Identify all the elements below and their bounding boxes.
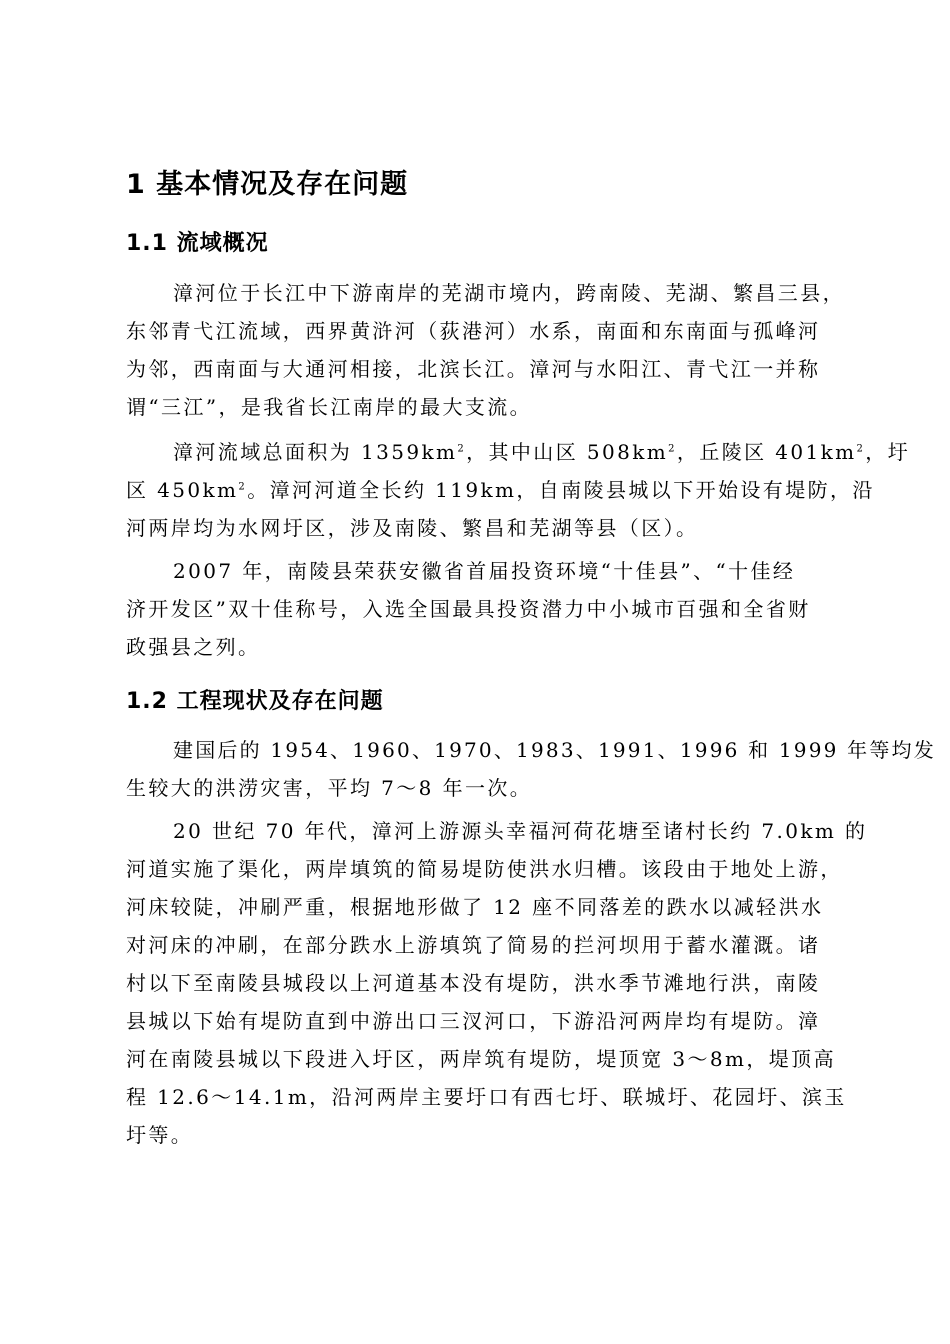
text-polder-area: 区 450km (126, 478, 239, 502)
text-mountain-area: ，其中山区 508km (466, 440, 669, 464)
paragraph-line: 为邻，西南面与大通河相接，北滨长江。漳河与水阳江、青弋江一并称 (126, 357, 821, 381)
paragraph-line: 政强县之列。 (126, 635, 261, 659)
text-polder-label: ，圩 (865, 440, 911, 464)
paragraph-line-area (173, 438, 910, 466)
superscript: 2 (457, 443, 467, 455)
text-total-area: 漳河流域总面积为 1359km (173, 440, 458, 464)
paragraph-line: 圩等。 (126, 1123, 194, 1147)
paragraph-line: 建国后的 1954、1960、1970、1983、1991、1996 和 1999 年等均发 (173, 738, 936, 762)
section-1-1-heading: 1.1 流域概况 (126, 231, 269, 256)
paragraph-line: 河在南陵县城以下段进入圩区，两岸筑有堤防，堤顶宽 3～8m，堤顶高 (126, 1047, 836, 1071)
paragraph-line: 生较大的洪涝灾害，平均 7～8 年一次。 (126, 776, 533, 800)
text-hill-area: ，丘陵区 401km (676, 440, 857, 464)
paragraph-line: 20 世纪 70 年代，漳河上游源头幸福河荷花塘至诸村长约 7.0km 的 (173, 819, 868, 843)
text-river-length: 。漳河河道全长约 119km，自南陵县城以下开始设有堤防，沿 (247, 478, 875, 502)
superscript: 2 (238, 481, 248, 493)
paragraph-line: 河两岸均为水网圩区，涉及南陵、繁昌和芜湖等县（区）。 (126, 516, 699, 540)
paragraph-line: 程 12.6～14.1m，沿河两岸主要圩口有西七圩、联城圩、花园圩、滨玉 (126, 1085, 847, 1109)
paragraph-line: 河床较陡，冲刷严重，根据地形做了 12 座不同落差的跌水以减轻洪水 (126, 895, 824, 919)
section-1-2-heading: 1.2 工程现状及存在问题 (126, 689, 384, 714)
paragraph-line: 2007 年，南陵县荣获安徽省首届投资环境“十佳县”、“十佳经 (173, 559, 796, 583)
paragraph-line: 河道实施了渠化，两岸填筑的简易堤防使洪水归槽。该段由于地处上游， (126, 857, 843, 881)
paragraph-line: 县城以下始有堤防直到中游出口三汊河口，下游沿河两岸均有堤防。漳 (126, 1009, 821, 1033)
paragraph-line: 谓“三江”，是我省长江南岸的最大支流。 (126, 395, 533, 419)
superscript: 2 (856, 443, 866, 455)
paragraph-line: 对河床的冲刷，在部分跌水上游填筑了简易的拦河坝用于蓄水灌溉。诸 (126, 933, 821, 957)
paragraph-line-length (126, 476, 875, 504)
paragraph-line: 东邻青弋江流域，西界黄浒河（荻港河）水系，南面和东南面与孤峰河 (126, 319, 821, 343)
paragraph-line: 济开发区”双十佳称号，入选全国最具投资潜力中小城市百强和全省财 (126, 597, 811, 621)
superscript: 2 (668, 443, 677, 455)
paragraph-line: 村以下至南陵县城段以上河道基本没有堤防，洪水季节滩地行洪，南陵 (126, 971, 821, 995)
paragraph-line: 漳河位于长江中下游南岸的芜湖市境内，跨南陵、芜湖、繁昌三县， (173, 281, 845, 305)
section-1-heading: 1 基本情况及存在问题 (126, 169, 409, 200)
